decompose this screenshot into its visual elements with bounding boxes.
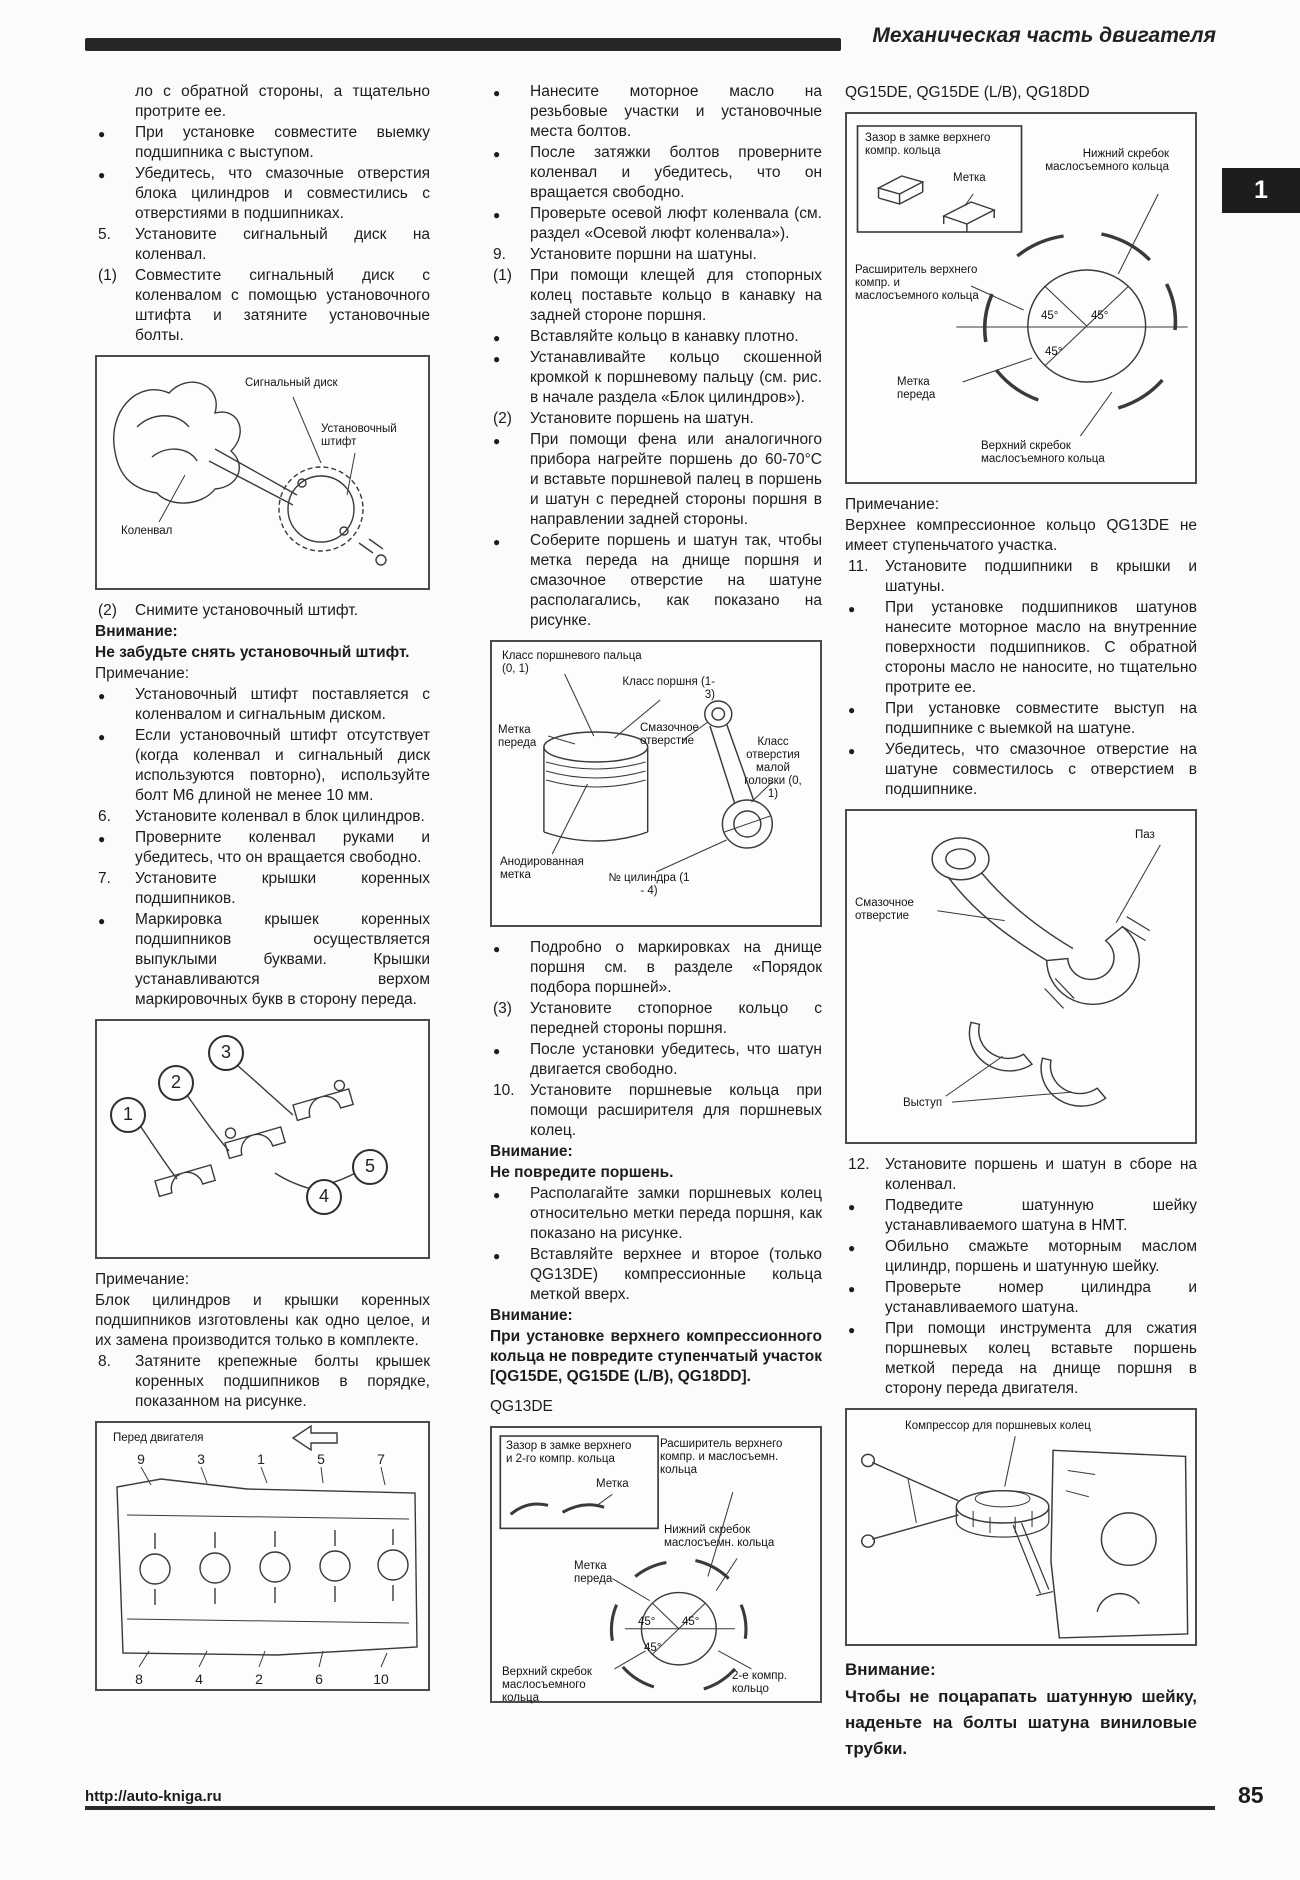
paragraph: 5. Установите сигнальный диск на коленвал.: [98, 226, 430, 263]
paragraph: ● Маркировка крышек коренных подшипников осуществляется выпуклыми буквами. Крышки устанавливаются верхом маркировочных букв в сторону переда.: [98, 911, 430, 1008]
cap-number: 1: [110, 1097, 146, 1133]
paragraph: Верхнее компрессионное кольцо QG13DE не имеет ступеньчатого участка.: [845, 517, 1197, 554]
paragraph: ● Убедитесь, что смазочное отверстие на шатуне совместилось с отверстием в подшипнике.: [848, 741, 1197, 798]
paragraph: ● При установке совместите выступ на подшипнике с выемкой на шатуне.: [848, 700, 1197, 737]
figure-label: Установочный штифт: [321, 423, 397, 448]
figure-piston-rod-markings: [490, 640, 822, 927]
bullet-marker: ●: [848, 1282, 856, 1296]
bullet-marker: ●: [98, 914, 106, 928]
paragraph: ● Подведите шатунную шейку устанавливаемого шатуна в НМТ.: [848, 1197, 1197, 1234]
cap-number: 5: [352, 1149, 388, 1185]
figure-label: Смазочное отверстие: [855, 897, 914, 922]
bolt-number: 10: [373, 1671, 389, 1687]
paragraph: 12. Установите поршень и шатун в сборе на коленвал.: [848, 1156, 1197, 1193]
item-number: 9.: [493, 246, 506, 263]
figure-label: Метка: [953, 172, 986, 184]
paragraph: (2) Снимите установочный штифт.: [98, 602, 359, 619]
bullet-marker: ●: [493, 208, 501, 222]
figure-label: Нижний скребок маслосъемн. кольца: [664, 1524, 775, 1549]
angle-label: 45°: [638, 1616, 656, 1628]
bullet-marker: ●: [493, 1249, 501, 1263]
item-number: 8.: [98, 1353, 111, 1370]
footer-rule: [85, 1806, 1215, 1810]
heading: QG13DE: [490, 1398, 553, 1415]
figure-label: Метка переда: [897, 376, 936, 401]
paragraph: Не забудьте снять установочный штифт.: [95, 644, 410, 661]
column-middle: [490, 82, 822, 1714]
figure-label: 2-е компр. кольцо: [732, 1670, 788, 1695]
heading: Примечание:: [845, 496, 940, 513]
bullet-marker: ●: [98, 689, 106, 703]
figure-bearing-caps: [95, 1019, 430, 1259]
figure-label: Перед двигателя: [113, 1432, 204, 1444]
item-number: 6.: [98, 808, 111, 825]
item-number: (1): [98, 267, 117, 284]
item-number: 7.: [98, 870, 111, 887]
bullet-marker: ●: [493, 331, 501, 345]
bolt-number: 7: [377, 1451, 385, 1467]
bullet-marker: ●: [848, 602, 856, 616]
paragraph: (2) Установите поршень на шатун.: [493, 410, 754, 427]
bolt-number: 4: [195, 1671, 203, 1687]
item-number: (2): [493, 410, 512, 427]
page-title: Механическая часть двигателя: [872, 24, 1216, 47]
paragraph: 9. Установите поршни на шатуны.: [493, 246, 757, 263]
paragraph: ● При помощи инструмента для сжатия поршневых колец вставьте поршень меткой переда на днище поршня в сторону переда двигателя.: [848, 1320, 1197, 1397]
angle-label: 45°: [1091, 310, 1109, 322]
paragraph: ● Проверните коленвал руками и убедитесь, что он вращается свободно.: [98, 829, 430, 866]
paragraph: ● При установке подшипников шатунов нанесите моторное масло на внутренние поверхности подшипников. С обратной стороны масло не наносите, но тщательно протрите ее.: [848, 599, 1197, 696]
bolt-number: 5: [317, 1451, 325, 1467]
heading: Внимание:: [490, 1307, 573, 1324]
paragraph: 7. Установите крышки коренных подшипников.: [98, 870, 430, 907]
bullet-marker: ●: [98, 730, 106, 744]
item-number: (3): [493, 1000, 512, 1017]
paragraph: 11. Установите подшипники в крышки и шатуны.: [848, 558, 1197, 595]
paragraph: ● Подробно о маркировках на днище поршня см. в разделе «Порядок подбора поршней».: [493, 939, 822, 996]
chapter-tab: 1: [1222, 168, 1300, 213]
figure-label: Паз: [1135, 829, 1155, 841]
paragraph: ● Соберите поршень и шатун так, чтобы метка переда на днище поршня и смазочное отверстие на шатуне располагались, как показано на рисунке.: [493, 532, 822, 629]
bullet-marker: ●: [493, 147, 501, 161]
page-number: 85: [1238, 1782, 1264, 1808]
figure-label: Коленвал: [121, 525, 173, 537]
figure-label: Класс поршневого пальца (0, 1): [502, 650, 642, 675]
paragraph: ● Проверьте номер цилиндра и устанавливаемого шатуна.: [848, 1279, 1197, 1316]
item-number: (1): [493, 267, 512, 284]
figure-label: Зазор в замке верхнего и 2-го компр. кольца: [506, 1440, 632, 1465]
paragraph: ● После затяжки болтов проверните коленвал и убедитесь, что он вращается свободно.: [493, 144, 822, 201]
angle-label: 45°: [1041, 310, 1059, 322]
figure-label: Метка переда: [498, 724, 537, 749]
footer-url: http://auto-kniga.ru: [85, 1788, 232, 1805]
paragraph: ● Вставляйте кольцо в канавку плотно.: [490, 327, 822, 347]
paragraph: (1) Совместите сигнальный диск с коленвалом с помощью установочного штифта и затяните установочные болты.: [98, 267, 430, 344]
heading: Примечание:: [95, 1271, 190, 1288]
bolt-number: 9: [137, 1451, 145, 1467]
bullet-marker: ●: [98, 127, 106, 141]
paragraph: ● При помощи фена или аналогичного прибора нагрейте поршень до 60-70°С и вставьте поршневой палец в поршень и шатун с передней стороны поршня в направлении задней стороны.: [493, 431, 822, 528]
figure-label: Расширитель верхнего компр. и маслосъемн. кольца: [660, 1438, 783, 1476]
paragraph: При установке верхнего компрессионного кольца не повредите ступенчатый участок [QG15DE, QG15DE (L/B), QG18DD].: [490, 1328, 822, 1385]
figure-label: Метка: [596, 1478, 629, 1490]
figure-rod-bearings: [845, 809, 1197, 1144]
figure-label: Зазор в замке верхнего компр. кольца: [865, 132, 991, 157]
paragraph: Не повредите поршень.: [490, 1164, 674, 1181]
item-number: 5.: [98, 226, 111, 243]
bolt-number: 6: [315, 1671, 323, 1687]
header-rule: [85, 38, 841, 51]
column-left: [95, 82, 430, 1702]
heading: QG15DE, QG15DE (L/B), QG18DD: [845, 84, 1090, 101]
figure-label: Верхний скребок маслосъемного кольца: [981, 440, 1105, 465]
paragraph: 6. Установите коленвал в блок цилиндров.: [98, 808, 425, 825]
figure-label: Анодированная метка: [500, 856, 584, 881]
compressor-sketch: [847, 1410, 1195, 1644]
item-number: 10.: [493, 1082, 515, 1099]
bearing-caps-sketch: [97, 1021, 428, 1257]
paragraph: ● Устанавливайте кольцо скошенной кромкой к поршневому пальцу (см. рис. в начале раздела «Блок цилиндров»).: [493, 349, 822, 406]
paragraph: ● Проверьте осевой люфт коленвала (см. раздел «Осевой люфт коленвала»).: [493, 205, 822, 242]
heading: Внимание:: [845, 1660, 936, 1679]
bullet-marker: ●: [98, 832, 106, 846]
bullet-marker: ●: [848, 1200, 856, 1214]
heading: Внимание:: [95, 623, 178, 640]
bullet-marker: ●: [848, 1323, 856, 1337]
paragraph: ● Обильно смажьте моторным маслом цилиндр, поршень и шатунную шейку.: [848, 1238, 1197, 1275]
column-right: [845, 82, 1197, 1763]
crankshaft-sketch: [97, 357, 428, 588]
heading: Примечание:: [95, 665, 190, 682]
figure-label: Класс отверстия малой головки (0, 1): [744, 736, 802, 800]
bolt-number: 1: [257, 1451, 265, 1467]
item-number: 12.: [848, 1156, 870, 1173]
angle-label: 45°: [1045, 346, 1063, 358]
cap-number: 4: [306, 1179, 342, 1215]
figure-label: Верхний скребок маслосъемного кольца: [502, 1666, 592, 1704]
paragraph: ● При установке совместите выемку подшипника с выступом.: [98, 124, 430, 161]
bullet-marker: ●: [493, 352, 501, 366]
paragraph: (3) Установите стопорное кольцо с передней стороны поршня.: [493, 1000, 822, 1037]
heading: Внимание:: [490, 1143, 573, 1160]
figure-label: № цилиндра (1 - 4): [608, 872, 690, 897]
item-number: 11.: [848, 558, 869, 575]
paragraph: ● Вставляйте верхнее и второе (только QG13DE) компрессионные кольца меткой вверх.: [493, 1246, 822, 1303]
bullet-marker: ●: [493, 1188, 501, 1202]
figure-label: Метка переда: [574, 1560, 613, 1585]
bolt-number: 3: [197, 1451, 205, 1467]
paragraph: ● Установочный штифт поставляется с коленвалом и сигнальным диском.: [98, 686, 430, 723]
figure-label: Смазочное отверстие: [640, 722, 699, 747]
figure-label: Сигнальный диск: [245, 377, 338, 389]
figure-label: Расширитель верхнего компр. и маслосъемного кольца: [855, 264, 979, 302]
figure-label: Нижний скребок маслосъемного кольца: [1045, 148, 1169, 173]
bullet-marker: ●: [493, 942, 501, 956]
paragraph: 10. Установите поршневые кольца при помощи расширителя для поршневых колец.: [493, 1082, 822, 1139]
bullet-marker: ●: [493, 535, 501, 549]
paragraph: ● Убедитесь, что смазочные отверстия блока цилиндров и совместились с отверстиями в подшипниках.: [98, 165, 430, 222]
paragraph: ло с обратной стороны, а тщательно протрите ее.: [135, 83, 430, 120]
figure-label: Выступ: [903, 1097, 943, 1109]
angle-label: 45°: [644, 1642, 662, 1654]
paragraph: ● Нанесите моторное масло на резьбовые участки и установочные места болтов.: [493, 83, 822, 140]
item-number: (2): [98, 602, 117, 619]
bullet-marker: ●: [848, 703, 856, 717]
cap-number: 2: [158, 1065, 194, 1101]
paragraph: (1) При помощи клещей для стопорных колец поставьте кольцо в канавку на задней стороне поршня.: [493, 267, 822, 324]
paragraph: Блок цилиндров и крышки коренных подшипников изготовлены как одно целое, и их замена производится только в комплекте.: [95, 1292, 430, 1349]
rod-bearing-sketch: [847, 811, 1195, 1142]
figure-bolt-order: [95, 1421, 430, 1691]
bullet-marker: ●: [848, 1241, 856, 1255]
paragraph: Чтобы не поцарапать шатунную шейку, наденьте на болты шатуна виниловые трубки.: [845, 1687, 1197, 1758]
figure-label: Класс поршня (1-3): [622, 676, 715, 701]
paragraph: ● Если установочный штифт отсутствует (когда коленвал и сигнальный диск используются повторно), используйте болт М6 длиной не менее 10 мм.: [98, 727, 430, 804]
bolt-number: 8: [135, 1671, 143, 1687]
figure-ring-positions-qg15de: [845, 112, 1197, 484]
figure-ring-positions-qg13de: [490, 1426, 822, 1703]
bullet-marker: ●: [98, 168, 106, 182]
angle-label: 45°: [682, 1616, 700, 1628]
bolt-number: 2: [255, 1671, 263, 1687]
paragraph: ● Располагайте замки поршневых колец относительно метки переда поршня, как показано на рисунке.: [493, 1185, 822, 1242]
bullet-marker: ●: [493, 86, 501, 100]
bullet-marker: ●: [493, 434, 501, 448]
figure-crankshaft-signal-disk: [95, 355, 430, 590]
figure-ring-compressor: [845, 1408, 1197, 1646]
bullet-marker: ●: [848, 744, 856, 758]
paragraph: 8. Затяните крепежные болты крышек коренных подшипников в порядке, показанном на рисунке.: [98, 1353, 430, 1410]
figure-label: Компрессор для поршневых колец: [905, 1420, 1091, 1432]
paragraph: ● После установки убедитесь, что шатун двигается свободно.: [493, 1041, 822, 1078]
cap-number: 3: [208, 1035, 244, 1071]
bullet-marker: ●: [493, 1044, 501, 1058]
